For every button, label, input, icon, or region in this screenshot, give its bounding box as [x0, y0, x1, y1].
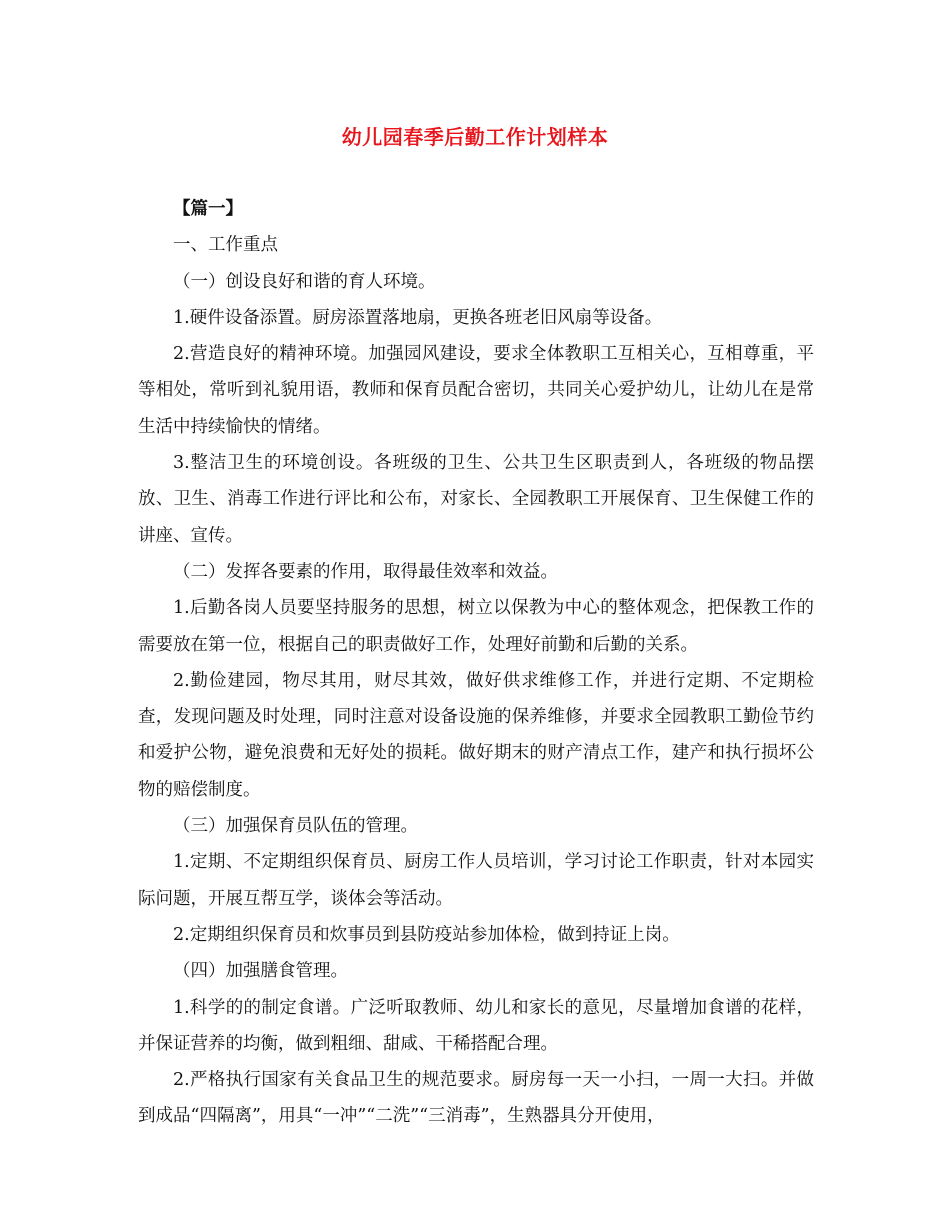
paragraph: 3.整洁卫生的环境创设。各班级的卫生、公共卫生区职责到人，各班级的物品摆放、卫生、消毒工作进行评比和公布，对家长、全园教职工开展保育、卫生保健工作的讲座、宣传。 — [138, 453, 814, 546]
section-heading: 【篇一】 — [173, 199, 243, 219]
paragraph: 2.定期组织保育员和炊事员到县防疫站参加体检，做到持证上岗。 — [173, 924, 680, 945]
paragraph: 1.定期、不定期组织保育员、厨房工作人员培训，学习讨论工作职责，针对本园实际问题，开展互帮互学，谈体会等活动。 — [138, 852, 814, 909]
document-title: 幼儿园春季后勤工作计划样本 — [341, 125, 609, 149]
paragraph: 1.硬件设备添置。厨房添置落地扇，更换各班老旧风扇等设备。 — [173, 307, 663, 328]
paragraph: 1.科学的的制定食谱。广泛听取教师、幼儿和家长的意见，尽量增加食谱的花样，并保证营养的均衡，做到粗细、甜咸、干稀搭配合理。 — [138, 997, 814, 1054]
paragraph: （四）加强膳食管理。 — [173, 961, 348, 982]
paragraph: 1.后勤各岗人员要坚持服务的思想，树立以保教为中心的整体观念，把保教工作的需要放在第一位，根据自己的职责做好工作，处理好前勤和后勤的关系。 — [138, 598, 814, 655]
document-body — [138, 191, 814, 1135]
paragraph: 2.勤俭建园，物尽其用，财尽其效，做好供求维修工作，并进行定期、不定期检查，发现问题及时处理，同时注意对设备设施的保养维修，并要求全园教职工勤俭节约和爱护公物，避免浪费和无好处的损耗。做好期末的财产清点工作，建产和执行损坏公物的赔偿制度。 — [138, 670, 814, 800]
paragraph: （三）加强保育员队伍的管理。 — [173, 816, 418, 837]
paragraph: 2.营造良好的精神环境。加强园风建设，要求全体教职工互相关心，互相尊重，平等相处，常听到礼貌用语，教师和保育员配合密切，共同关心爱护幼儿，让幼儿在是常生活中持续愉快的情绪。 — [138, 344, 814, 437]
paragraph: （二）发挥各要素的作用，取得最佳效率和效益。 — [173, 561, 558, 582]
paragraph: 一、工作重点 — [173, 235, 278, 256]
paragraph: （一）创设良好和谐的育人环境。 — [173, 271, 436, 292]
paragraph: 2.严格执行国家有关食品卫生的规范要求。厨房每一天一小扫，一周一大扫。并做到成品“四隔离”，用具“一冲”“二洗”“三消毒”，生熟器具分开使用， — [138, 1070, 814, 1127]
